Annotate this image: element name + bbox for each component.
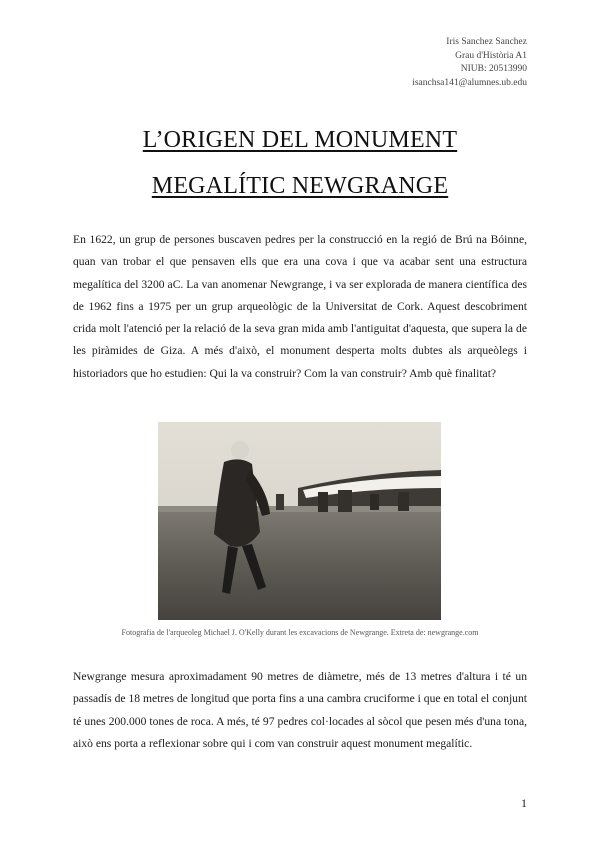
title-line-2: MEGALÍTIC NEWGRANGE — [151, 173, 449, 199]
photo-caption: Fotografia de l'arqueoleg Michael J. O'Kelly durant les excavacions de Newgrange. Extreta de: newgrange.com — [121, 628, 479, 637]
author-name: Iris Sanchez Sanchez — [446, 37, 527, 47]
title-line-1: L’ORIGEN DEL MONUMENT — [142, 127, 458, 153]
page-number: 1 — [521, 796, 527, 810]
archaeologist-photo — [158, 422, 441, 620]
intro-paragraph: En 1622, un grup de persones buscaven pedres per la construcció en la regió de Brú na Bóinne, quan van trobar el que pensaven ells que era una cova i que va acabar sent una estructura megalítica del 3200 aC. La van anomenar Newgrange, i va ser explorada de manera científica des de 1962 fins a 1975 per un grup arqueològic de la Universitat de Cork. Aquest descobriment crida molt l'atenció per la relació de la seva gran mida amb l'antiguitat d'aquesta, que supera la de les piràmides de Giza. A més d'això, el monument desperta molts dubtes als arqueòlegs i historiadors que ho estudien: Qui la va construir? Com la van construir? Amb què finalitat? — [73, 233, 527, 380]
photo-illustration — [158, 422, 441, 620]
author-niub: NIUB: 20513990 — [460, 64, 527, 74]
page-title — [0, 117, 600, 209]
author-degree: Grau d'Història A1 — [455, 50, 527, 61]
author-email: isanchsa141@alumnes.ub.edu — [412, 77, 527, 88]
description-paragraph: Newgrange mesura aproximadament 90 metres de diàmetre, més de 13 metres d'altura i té un passadís de 18 metres de longitud que porta fins a una cambra cruciforme i que en total el conjunt té unes 200.000 tones de roca. A més, té 97 pedres col·locades al sòcol que pesen més d'una tona, això ens porta a reflexionar sobre qui i com van construir aquest monument megalític. — [73, 670, 527, 750]
author-header — [412, 36, 527, 90]
